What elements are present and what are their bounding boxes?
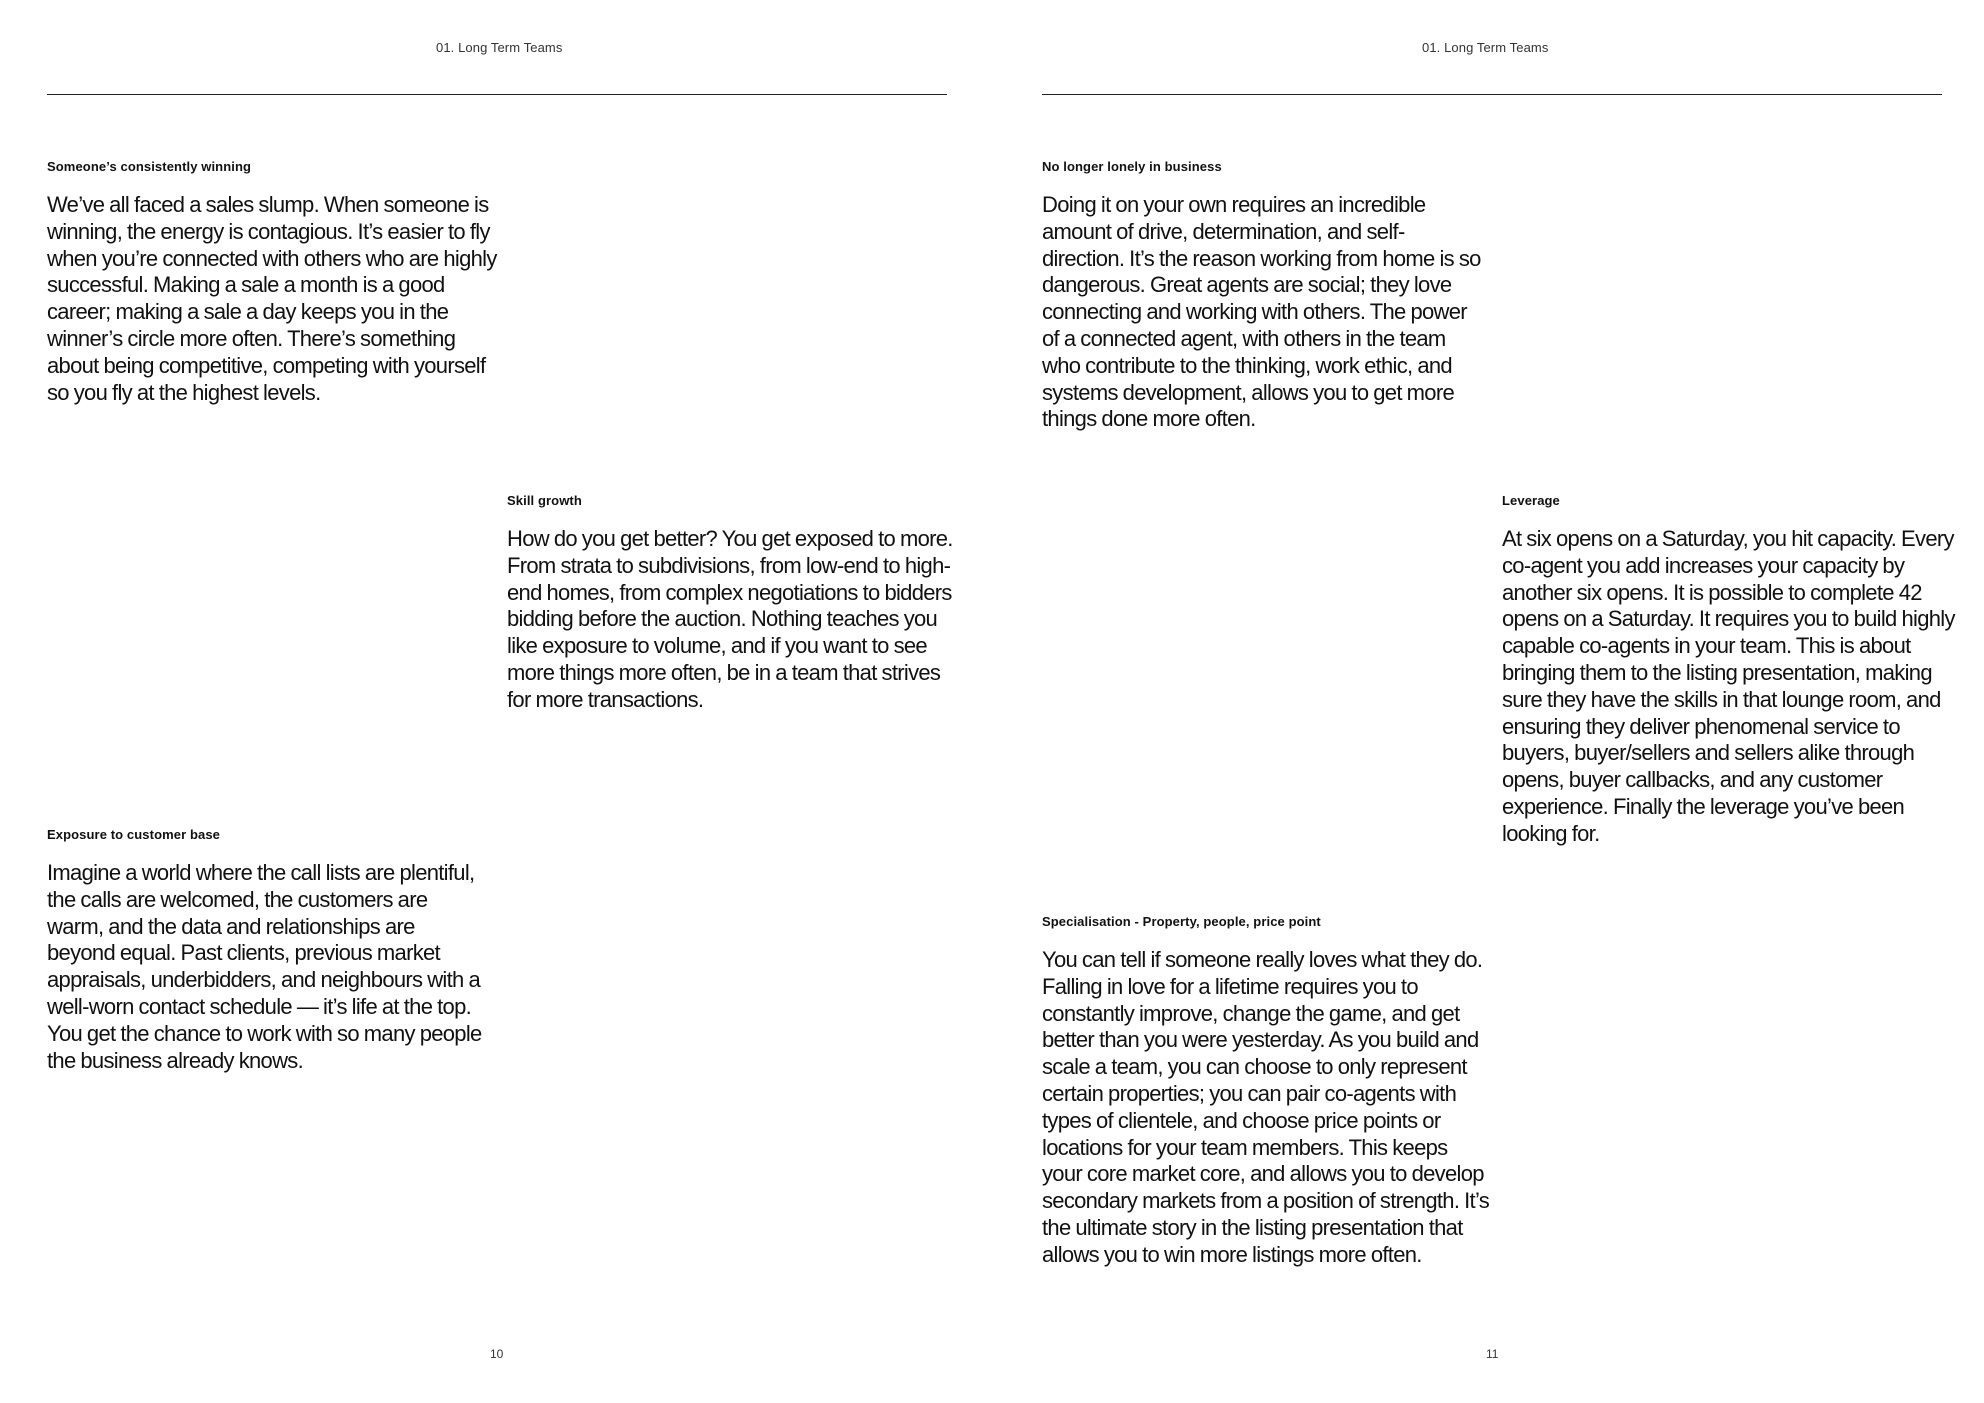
section-heading: No longer lonely in business <box>1042 159 1222 174</box>
section-specialisation <box>1042 914 1492 1269</box>
running-head: 01. Long Term Teams <box>436 40 563 55</box>
section-leverage <box>1502 493 1958 848</box>
section-body: At six opens on a Saturday, you hit capacity. Every co-agent you add increases your capacity by another six opens. It is possible to complete 42 opens on a Saturday. It requires you to build highly capable co-agents in your team. This is about bringing them to the listing presentation, making sure they have the skills in that lounge room, and ensuring they deliver phenomenal service to buyers, buyer/sellers and sellers alike through opens, buyer callbacks, and any customer experience. Finally the leverage you’ve been looking for. <box>1502 526 1955 846</box>
section-exposure-to-customer-base <box>47 827 487 1074</box>
section-heading: Skill growth <box>507 493 582 508</box>
section-skill-growth <box>507 493 955 714</box>
section-body: Doing it on your own requires an incredible amount of drive, determination, and self-direction. It’s the reason working from home is so dangerous. Great agents are social; they love connecting and working with others. The power of a connected agent, with others in the team who contribute to the thinking, work ethic, and systems development, allows you to get more things done more often. <box>1042 192 1481 432</box>
header-rule <box>1042 94 1942 95</box>
running-head: 01. Long Term Teams <box>1422 40 1549 55</box>
header-rule <box>47 94 947 95</box>
section-heading: Exposure to customer base <box>47 827 220 842</box>
section-body: We’ve all faced a sales slump. When someone is winning, the energy is contagious. It’s easier to fly when you’re connected with others who are highly successful. Making a sale a month is a good career; making a sale a day keeps you in the winner’s circle more often. There’s something about being competitive, competing with yourself so you fly at the highest levels. <box>47 192 497 405</box>
section-no-longer-lonely-in-business <box>1042 159 1482 433</box>
section-heading: Someone’s consistently winning <box>47 159 252 174</box>
right-page <box>992 0 1984 1403</box>
section-heading: Leverage <box>1502 493 1560 508</box>
section-body: Imagine a world where the call lists are plentiful, the calls are welcomed, the customers are warm, and the data and relationships are beyond equal. Past clients, previous market appraisals, underbidders, and neighbours with a well-worn contact schedule — it’s life at the top. You get the chance to work with so many people the business already knows. <box>47 860 482 1073</box>
section-heading: Specialisation - Property, people, price point <box>1042 914 1321 929</box>
section-someones-consistently-winning <box>47 159 497 406</box>
page-number: 10 <box>490 1347 504 1361</box>
section-body: How do you get better? You get exposed to more. From strata to subdivisions, from low-end to high-end homes, from complex negotiations to bidders bidding before the auction. Nothing teaches you like exposure to volume, and if you want to see more things more often, be in a team that strives for more transactions. <box>507 526 953 712</box>
page-number: 11 <box>1486 1347 1499 1361</box>
section-body: You can tell if someone really loves what they do. Falling in love for a lifetime requires you to constantly improve, change the game, and get better than you were yesterday. As you build and scale a team, you can choose to only represent certain properties; you can pair co-agents with types of clientele, and choose price points or locations for your team members. This keeps your core market core, and allows you to develop secondary markets from a position of strength. It’s the ultimate story in the listing presentation that allows you to win more listings more often. <box>1042 947 1490 1267</box>
